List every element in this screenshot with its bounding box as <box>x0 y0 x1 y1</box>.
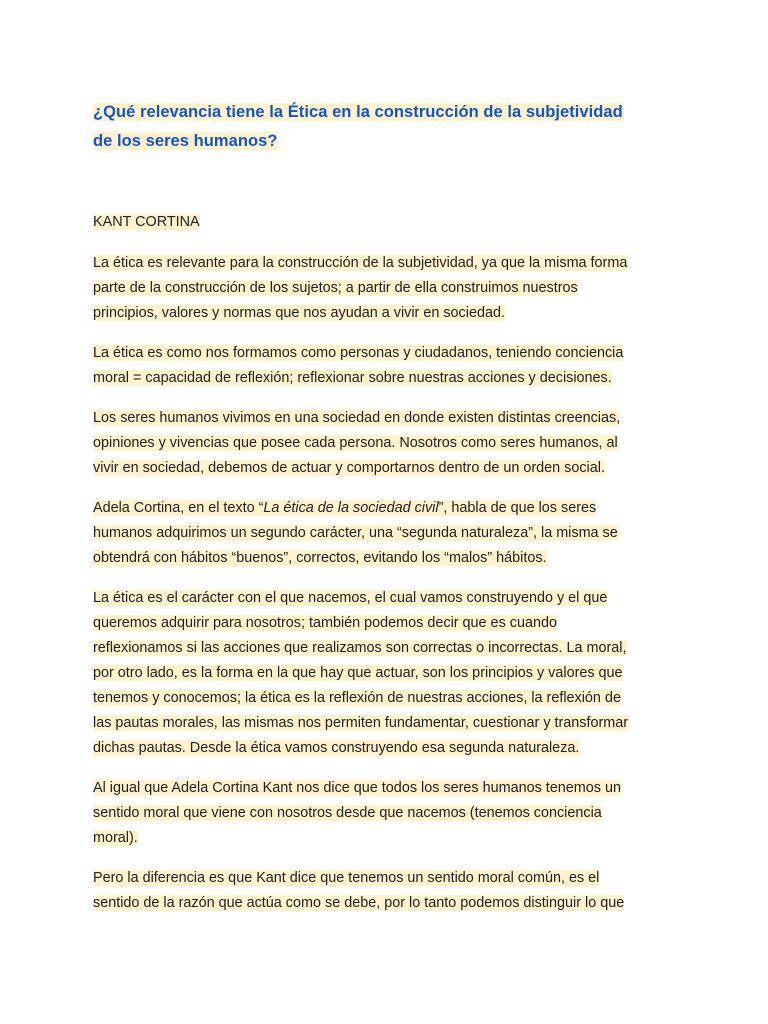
paragraph-line: por otro lado, es la forma en la que hay que actuar, son los principios y valores que <box>93 665 623 681</box>
paragraph <box>93 866 693 916</box>
paragraph <box>93 496 693 571</box>
paragraph-line: humanos adquirimos un segundo carácter, una “segunda naturaleza”, la misma se <box>93 525 618 541</box>
title-line: ¿Qué relevancia tiene la Ética en la construcción de la subjetividad <box>93 103 623 121</box>
paragraph-line: opiniones y vivencias que posee cada persona. Nosotros como seres humanos, al <box>93 435 618 451</box>
paragraph-line: La ética es como nos formamos como personas y ciudadanos, teniendo conciencia <box>93 345 624 361</box>
paragraph-line: sentido de la razón que actúa como se debe, por lo tanto podemos distinguir lo que <box>93 895 625 911</box>
paragraph <box>93 251 693 326</box>
paragraph-line: vivir en sociedad, debemos de actuar y comportarnos dentro de un orden social. <box>93 460 605 476</box>
paragraph-line: La ética es el carácter con el que nacemos, el cual vamos construyendo y el que <box>93 590 608 606</box>
paragraph-line: moral). <box>93 830 138 846</box>
document-content <box>93 98 673 911</box>
paragraph-line: Pero la diferencia es que Kant dice que tenemos un sentido moral común, es el <box>93 870 600 886</box>
paragraph <box>93 586 693 761</box>
paragraph-line: moral = capacidad de reflexión; reflexionar sobre nuestras acciones y decisiones. <box>93 370 612 386</box>
paragraph-line: reflexionamos si las acciones que realizamos son correctas o incorrectas. La moral, <box>93 640 627 656</box>
paragraph-line: obtendrá con hábitos “buenos”, correctos, evitando los “malos” hábitos. <box>93 550 547 566</box>
paragraph-line: La ética es relevante para la construcción de la subjetividad, ya que la misma forma <box>93 255 628 271</box>
title-line: de los seres humanos? <box>93 132 278 150</box>
paragraph <box>93 341 693 391</box>
paragraph-line: principios, valores y normas que nos ayudan a vivir en sociedad. <box>93 305 505 321</box>
subheading <box>93 210 200 235</box>
paragraph-line: queremos adquirir para nosotros; también podemos decir que es cuando <box>93 615 557 631</box>
text-run: ”, habla de que los seres <box>438 500 597 516</box>
paragraph-line: dichas pautas. Desde la ética vamos construyendo esa segunda naturaleza. <box>93 740 580 756</box>
paragraph-line: tenemos y conocemos; la ética es la reflexión de nuestras acciones, la reflexión de <box>93 690 621 706</box>
document-title <box>93 98 673 156</box>
subheading-text: KANT CORTINA <box>93 214 200 230</box>
paragraph-line: Al igual que Adela Cortina Kant nos dice que todos los seres humanos tenemos un <box>93 780 621 796</box>
text-run: Adela Cortina, en el texto “ <box>93 500 264 516</box>
paragraph-line: Los seres humanos vivimos en una sociedad en donde existen distintas creencias, <box>93 410 621 426</box>
paragraph <box>93 406 693 481</box>
paragraph-line: las pautas morales, las mismas nos permiten fundamentar, cuestionar y transformar <box>93 715 629 731</box>
document-body <box>93 251 693 916</box>
paragraph-line: sentido moral que viene con nosotros desde que nacemos (tenemos conciencia <box>93 805 602 821</box>
paragraph-line <box>93 500 596 516</box>
paragraph <box>93 776 693 851</box>
book-title: La ética de la sociedad civil <box>263 500 439 516</box>
paragraph-line: parte de la construcción de los sujetos; a partir de ella construimos nuestros <box>93 280 578 296</box>
